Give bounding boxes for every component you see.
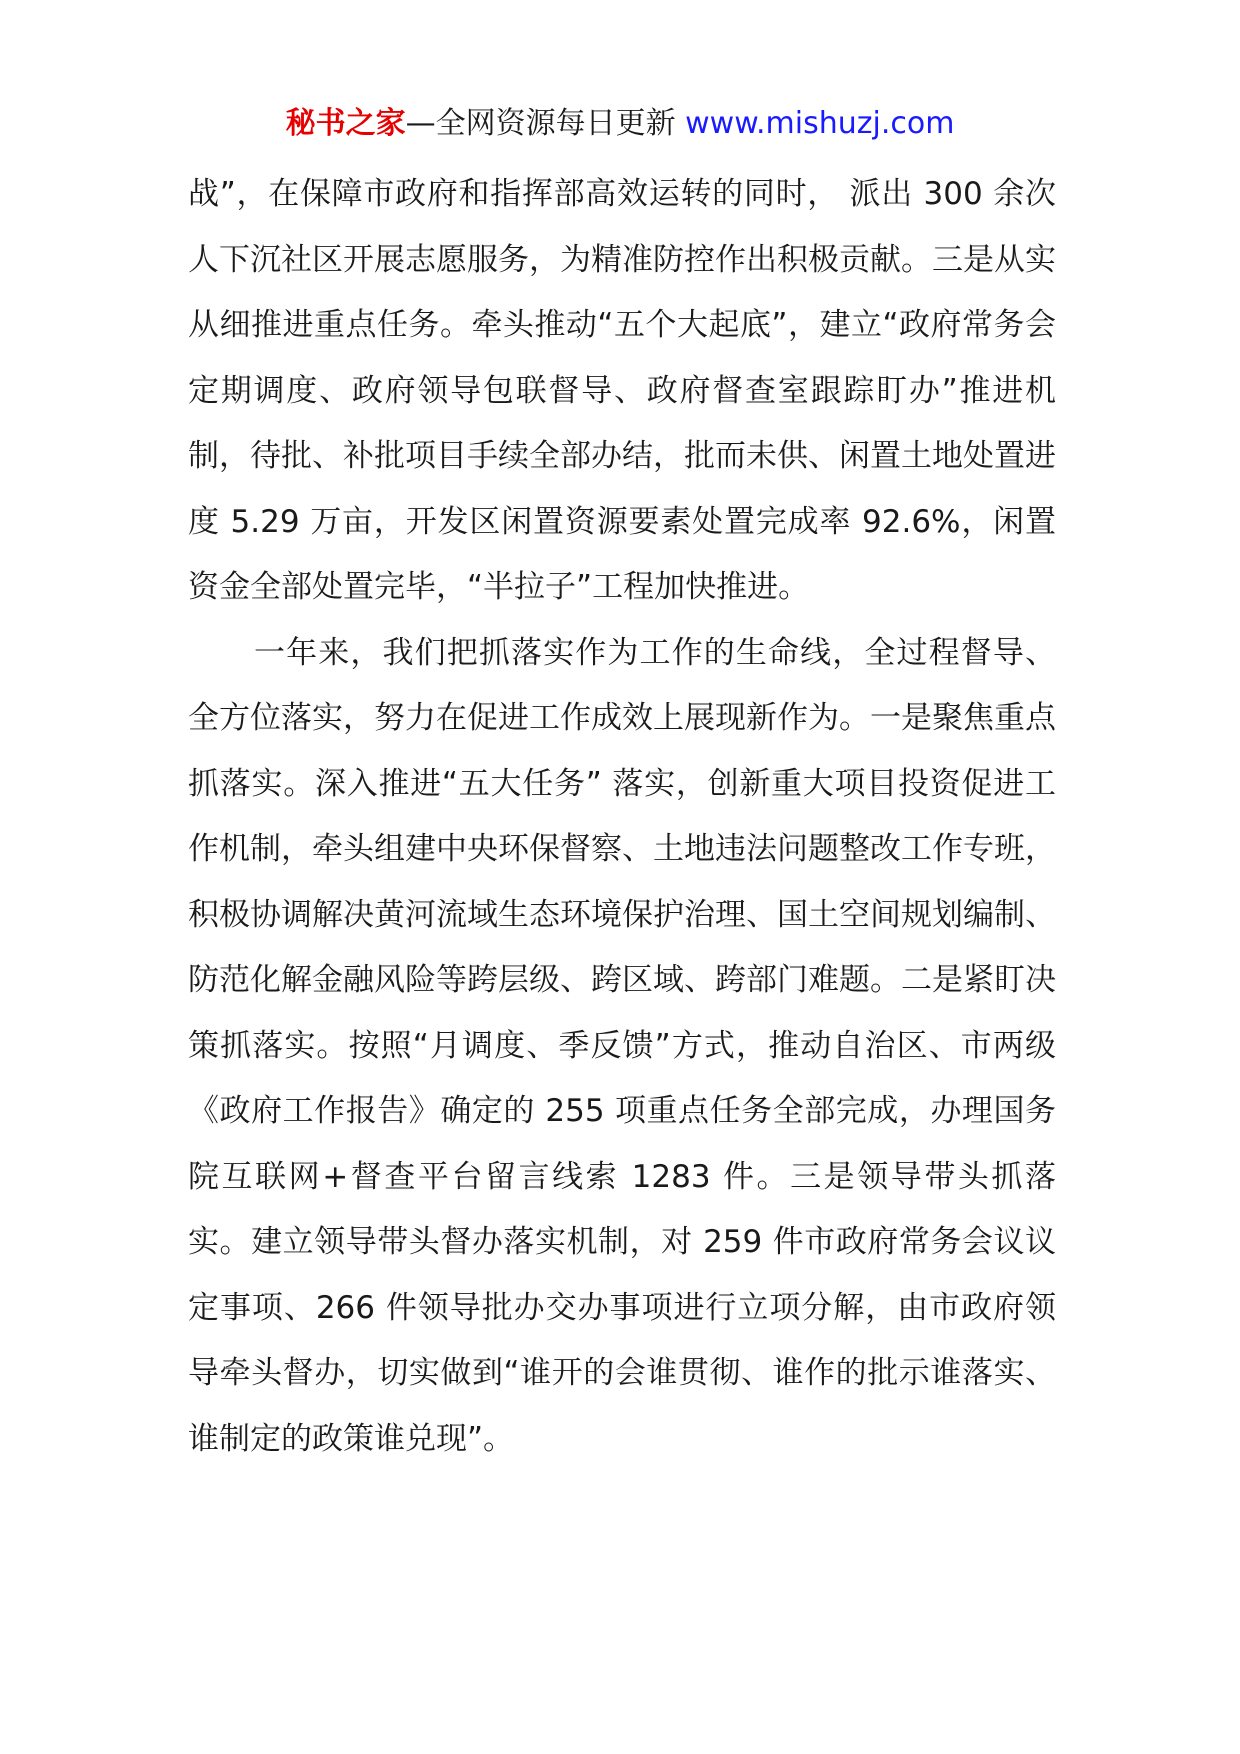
page-header: [0, 102, 1240, 146]
paragraph-continuation: 战”，在保障市政府和指挥部高效运转的同时， 派出 300 余次人下沉社区开展志愿服务，为精准防控作出积极贡献。三是从实从细推进重点任务。牵头推动“五个大起底”，建立“政府常务会定期调度、政府领导包联督导、政府督查室跟踪盯办”推进机制，待批、补批项目手续全部办结，批而未供、闲置土地处置进度 5.29 万亩，开发区闲置资源要素处置完成率 92.6%，闲置资金全部处置完毕，“半拉子”工程加快推进。: [188, 176, 1056, 605]
header-brand: 秘书之家: [285, 106, 406, 141]
document-body: [188, 162, 1056, 1472]
header-tagline: —全网资源每日更新: [405, 106, 686, 141]
paragraph-implementation: 一年来，我们把抓落实作为工作的生命线，全过程督导、全方位落实，努力在促进工作成效上展现新作为。一是聚焦重点抓落实。深入推进“五大任务” 落实，创新重大项目投资促进工作机制，牵头组建中央环保督察、土地违法问题整改工作专班，积极协调解决黄河流域生态环境保护治理、国土空间规划编制、防范化解金融风险等跨层级、跨区域、跨部门难题。二是紧盯决策抓落实。按照“月调度、季反馈”方式，推动自治区、市两级《政府工作报告》确定的 255 项重点任务全部完成，办理国务院互联网+督查平台留言线索 1283 件。三是领导带头抓落实。建立领导带头督办落实机制，对 259 件市政府常务会议议定事项、266 件领导批办交办事项进行立项分解，由市政府领导牵头督办，切实做到“谁开的会谁贯彻、谁作的批示谁落实、谁制定的政策谁兑现”。: [188, 634, 1056, 1457]
header-url-link[interactable]: www.mishuzj.com: [685, 106, 955, 141]
